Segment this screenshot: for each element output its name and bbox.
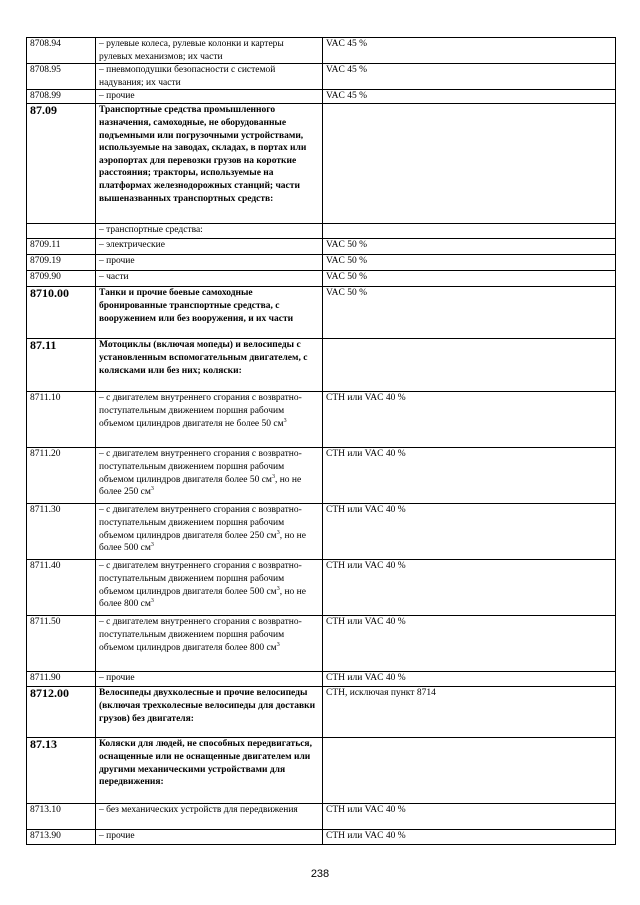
description-cell: Танки и прочие боевые самоходные бронированные транспортные средства, с вооружением или без вооружения, и их части [96, 287, 323, 339]
table-row [27, 448, 616, 504]
table-row [27, 738, 616, 804]
description-cell: – с двигателем внутреннего сгорания с возвратно-поступательным движением поршня рабочим объемом цилиндров двигателя более 500 $см^3$, но не более 800 $см^3$ [96, 560, 323, 616]
code-cell: 8709.11 [27, 239, 96, 255]
table-row [27, 287, 616, 339]
table-row [27, 687, 616, 738]
table-row [27, 616, 616, 672]
rule-cell: VAC 45 % [323, 38, 616, 64]
table-row [27, 804, 616, 830]
table-row [27, 392, 616, 448]
rule-cell: VAC 50 % [323, 271, 616, 287]
table-row [27, 339, 616, 392]
rule-cell: СТН или VAC 40 % [323, 560, 616, 616]
description-cell: – с двигателем внутреннего сгорания с возвратно-поступательным движением поршня рабочим объемом цилиндров двигателя не более 50 $см^3$ [96, 392, 323, 448]
code-cell: 8712.00 [27, 687, 96, 738]
description-cell: – с двигателем внутреннего сгорания с возвратно-поступательным движением поршня рабочим объемом цилиндров двигателя более 800 $см^3$ [96, 616, 323, 672]
description-cell: – прочие [96, 90, 323, 104]
rule-cell: СТН или VAC 40 % [323, 830, 616, 845]
code-cell: 8711.50 [27, 616, 96, 672]
code-cell: 87.09 [27, 104, 96, 224]
description-cell: – рулевые колеса, рулевые колонки и картеры рулевых механизмов; их части [96, 38, 323, 64]
description-cell: – электрические [96, 239, 323, 255]
description-cell: – с двигателем внутреннего сгорания с возвратно-поступательным движением поршня рабочим объемом цилиндров двигателя более 250 $см^3$, но не более 500 $см^3$ [96, 504, 323, 560]
description-cell: – части [96, 271, 323, 287]
code-cell: 8711.10 [27, 392, 96, 448]
rule-cell: СТН или VAC 40 % [323, 504, 616, 560]
rule-cell: VAC 45 % [323, 64, 616, 90]
code-cell [27, 224, 96, 239]
code-cell: 8708.94 [27, 38, 96, 64]
rule-cell [323, 738, 616, 804]
description-cell: Коляски для людей, не способных передвигаться, оснащенные или не оснащенные двигателем или другими механическими устройствами для передвижения: [96, 738, 323, 804]
description-cell: – прочие [96, 672, 323, 687]
code-cell: 8708.99 [27, 90, 96, 104]
description-text: – с двигателем внутреннего сгорания с возвратно-поступательным движением поршня рабочим объемом цилиндров двигателя более 50 $см^3$, но не более 250 см [99, 449, 302, 498]
description-text: – с двигателем внутреннего сгорания с возвратно-поступательным движением поршня рабочим объемом цилиндров двигателя не более 50 см [99, 393, 302, 429]
table-row [27, 830, 616, 845]
rule-cell: VAC 45 % [323, 90, 616, 104]
page-number: 238 [310, 868, 330, 880]
code-cell: 8711.40 [27, 560, 96, 616]
table-row [27, 271, 616, 287]
rule-cell: СТН или VAC 40 % [323, 616, 616, 672]
description-cell: – без механических устройств для передвижения [96, 804, 323, 830]
description-cell: Велосипеды двухколесные и прочие велосипеды (включая трехколесные велосипеды для доставки грузов) без двигателя: [96, 687, 323, 738]
code-cell: 8709.90 [27, 271, 96, 287]
table-row [27, 504, 616, 560]
code-cell: 8708.95 [27, 64, 96, 90]
table-row [27, 64, 616, 90]
rule-cell: СТН или VAC 40 % [323, 672, 616, 687]
table-row [27, 224, 616, 239]
table-row [27, 90, 616, 104]
table-row [27, 672, 616, 687]
rule-cell [323, 339, 616, 392]
code-cell: 8709.19 [27, 255, 96, 271]
description-cell: – прочие [96, 255, 323, 271]
code-cell: 87.11 [27, 339, 96, 392]
rule-cell: СТН, исключая пункт 8714 [323, 687, 616, 738]
rule-cell [323, 104, 616, 224]
rule-cell: VAC 50 % [323, 287, 616, 339]
tariff-rules-table [26, 37, 616, 845]
description-cell: – прочие [96, 830, 323, 845]
description-cell: – транспортные средства: [96, 224, 323, 239]
rule-cell: СТН или VAC 40 % [323, 448, 616, 504]
description-cell: – пневмоподушки безопасности с системой надувания; их части [96, 64, 323, 90]
code-cell: 8710.00 [27, 287, 96, 339]
description-text: – с двигателем внутреннего сгорания с возвратно-поступательным движением поршня рабочим объемом цилиндров двигателя более 800 см [99, 617, 302, 653]
code-cell: 87.13 [27, 738, 96, 804]
table-row [27, 38, 616, 64]
rule-cell: VAC 50 % [323, 239, 616, 255]
code-cell: 8713.90 [27, 830, 96, 845]
table-row [27, 255, 616, 271]
code-cell: 8713.10 [27, 804, 96, 830]
description-text: – с двигателем внутреннего сгорания с возвратно-поступательным движением поршня рабочим объемом цилиндров двигателя более 500 $см^3$, но не более 800 см [99, 561, 306, 610]
table-row [27, 560, 616, 616]
description-cell: – с двигателем внутреннего сгорания с возвратно-поступательным движением поршня рабочим объемом цилиндров двигателя более 50 $см^3$, но не более 250 $см^3$ [96, 448, 323, 504]
rule-cell: СТН или VAC 40 % [323, 392, 616, 448]
description-cell: Мотоциклы (включая мопеды) и велосипеды с установленным вспомогательным двигателем, с колясками или без них; коляски: [96, 339, 323, 392]
table-row [27, 239, 616, 255]
description-cell: Транспортные средства промышленного назначения, самоходные, не оборудованные подъемными или погрузочными устройствами, используемые на заводах, складах, в портах или аэропортах для перевозки грузов на короткие расстояния; тракторы, используемые на платформах железнодорожных станций; части вышеназванных транспортных средств: [96, 104, 323, 224]
code-cell: 8711.90 [27, 672, 96, 687]
rule-cell [323, 224, 616, 239]
table-row [27, 104, 616, 224]
description-text: – с двигателем внутреннего сгорания с возвратно-поступательным движением поршня рабочим объемом цилиндров двигателя более 250 $см^3$, но не более 500 см [99, 505, 306, 554]
code-cell: 8711.20 [27, 448, 96, 504]
code-cell: 8711.30 [27, 504, 96, 560]
rule-cell: VAC 50 % [323, 255, 616, 271]
rule-cell: СТН или VAC 40 % [323, 804, 616, 830]
